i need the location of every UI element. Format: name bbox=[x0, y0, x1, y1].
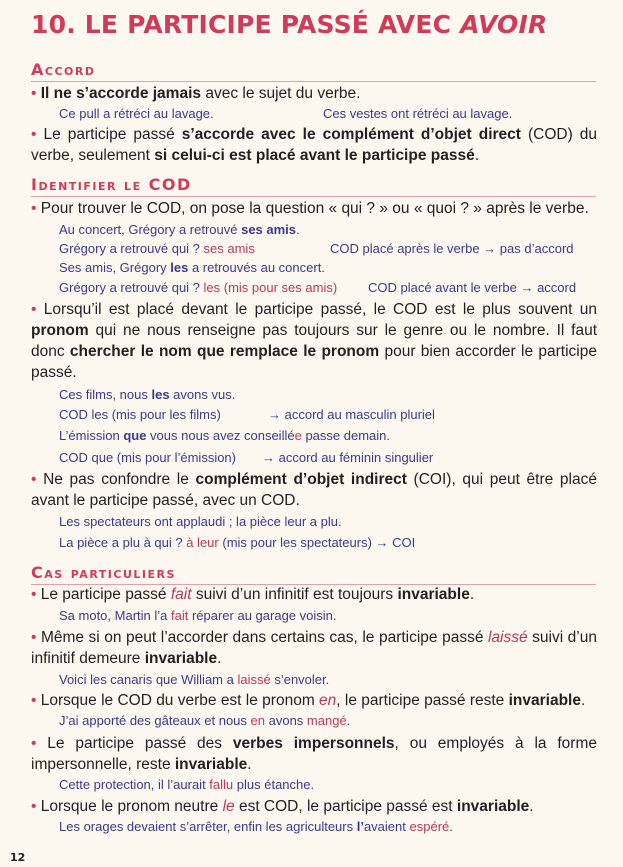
page-number: 12 bbox=[10, 851, 26, 864]
example: Ce pull a rétréci au lavage. bbox=[59, 106, 214, 121]
example-analysis: COD placé avant le verbe → accord bbox=[368, 280, 577, 295]
example: Sa moto, Martin l’a fait réparer au garage voisin. bbox=[59, 608, 337, 623]
section-rule bbox=[31, 196, 596, 197]
section-heading-identifier-cod: Identifier le COD bbox=[31, 175, 192, 194]
example-analysis: → accord au féminin singulier bbox=[262, 450, 434, 465]
example: Au concert, Grégory a retrouvé ses amis. bbox=[59, 222, 300, 237]
section-rule bbox=[31, 81, 596, 82]
example: COD que (mis pour l’émission) bbox=[59, 450, 236, 465]
rule-bullet: • Lorsque le pronom neutre le est COD, le participe passé est invariable. bbox=[31, 798, 534, 815]
example: Les orages devaient s’arrêter, enfin les agriculteurs l’avaient espéré. bbox=[59, 819, 453, 834]
rule-bullet: • Même si on peut l’accorder dans certains cas, le participe passé laissé suivi d’un infinitif demeure invariable. bbox=[31, 629, 597, 667]
example-analysis: COD placé après le verbe → pas d’accord bbox=[330, 241, 574, 256]
example: La pièce a plu à qui ? à leur (mis pour les spectateurs) → COI bbox=[59, 535, 416, 550]
rule-bullet: • Lorsque le COD du verbe est le pronom en, le participe passé reste invariable. bbox=[31, 692, 586, 709]
example: Ces films, nous les avons vus. bbox=[59, 387, 236, 402]
example: Grégory a retrouvé qui ? ses amis bbox=[59, 241, 255, 256]
section-heading-accord: Accord bbox=[31, 60, 96, 79]
rule-bullet: • Le participe passé des verbes impersonnels, ou employés à la forme impersonnelle, reste invariable. bbox=[31, 735, 597, 773]
example: J’ai apporté des gâteaux et nous en avons mangé. bbox=[59, 713, 351, 728]
example: COD les (mis pour les films) bbox=[59, 407, 221, 422]
example-analysis: → accord au masculin pluriel bbox=[268, 407, 435, 422]
page-title: 10. LE PARTICIPE PASSÉ AVEC AVOIR bbox=[31, 10, 548, 39]
example: Grégory a retrouvé qui ? les (mis pour ses amis) bbox=[59, 280, 338, 295]
rule-bullet: • Le participe passé s’accorde avec le complément d’objet direct (COD) du verbe, seulement si celui-ci est placé avant le participe passé. bbox=[31, 126, 598, 164]
example: Voici les canaris que William a laissé s’envoler. bbox=[59, 672, 330, 687]
rule-bullet: • Le participe passé fait suivi d’un infinitif est toujours invariable. bbox=[31, 586, 475, 603]
rule-bullet: • Ne pas confondre le complément d’objet indirect (COI), qui peut être placé avant le participe passé, avec un COD. bbox=[31, 471, 597, 509]
section-heading-cas-particuliers: Cas particuliers bbox=[31, 563, 176, 582]
example: Les spectateurs ont applaudi ; la pièce leur a plu. bbox=[59, 514, 342, 529]
example: Cette protection, il l’aurait fallu plus étanche. bbox=[59, 777, 315, 792]
rule-bullet: • Il ne s’accorde jamais avec le sujet du verbe. bbox=[31, 85, 361, 102]
rule-bullet: • Pour trouver le COD, on pose la question « qui ? » ou « quoi ? » après le verbe. bbox=[31, 200, 589, 217]
example: L’émission que vous nous avez conseillée passe demain. bbox=[59, 428, 390, 443]
example: Ses amis, Grégory les a retrouvés au concert. bbox=[59, 260, 325, 275]
example: Ces vestes ont rétréci au lavage. bbox=[323, 106, 513, 121]
rule-bullet: • Lorsqu’il est placé devant le participe passé, le COD est le plus souvent un pronom qui ne nous renseigne pas toujours sur le genre ou le nombre. Il faut donc chercher le nom que remplace le pronom pour bien accorder le participe passé. bbox=[31, 301, 597, 381]
